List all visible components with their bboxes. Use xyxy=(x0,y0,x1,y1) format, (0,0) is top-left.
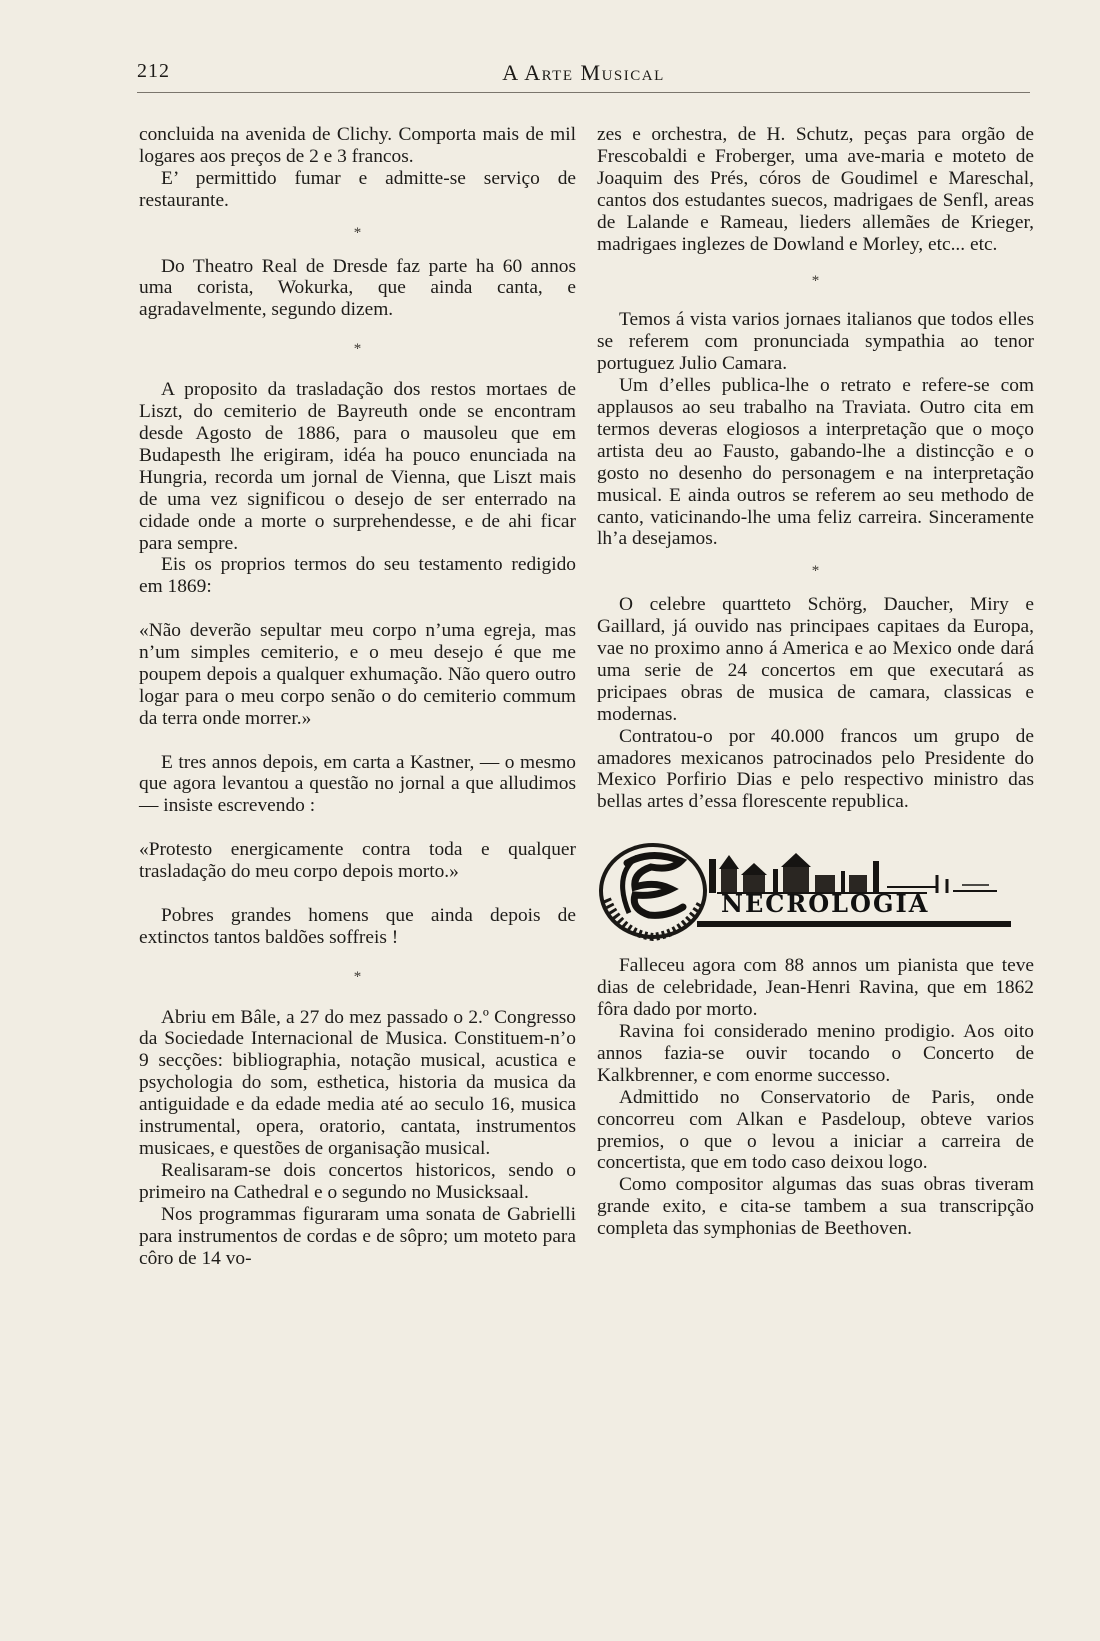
section-separator: * xyxy=(811,563,820,580)
paragraph: Como compositor algumas das suas obras tiveram grande exito, e cita-se tambem a sua transcripção completa das symphonias de Beethoven. xyxy=(597,1174,1034,1240)
page-number: 212 xyxy=(137,60,170,82)
paragraph: concluida na avenida de Clichy. Comporta mais de mil logares aos preços de 2 e 3 francos. xyxy=(139,124,576,167)
quotation: «Não deverão sepultar meu corpo n’uma egreja, mas n’um simples cemiterio, e o meu desejo é que me poupem depois a qualquer exhumação. Não quero outro logar para o meu corpo senão o do cemiterio commum da terra onde morrer.» xyxy=(139,620,576,729)
paragraph: E’ permittido fumar e admitte-se serviço de restaurante. xyxy=(139,167,576,211)
paragraph: Abriu em Bâle, a 27 do mez passado o 2.º Congresso da Sociedade Internacional de Musica. Constituem-n’o 9 secções: bibliographia, notação musical, acustica e psychologia do som, esthetica, historia da musica da antiguidade e da edade media até ao seculo 16, musica instrumental, opera, oratorio, cantata, instrumentos musicaes, e questões de organisação musical. xyxy=(139,1006,576,1159)
page-header xyxy=(137,58,1030,93)
paragraph: Admittido no Conservatorio de Paris, onde concorreu com Alkan e Pasdeloup, obteve varios premios, o que o levou a iniciar a carreira de concertista, que em todo caso deixou logo. xyxy=(597,1086,1034,1174)
paragraph: A proposito da trasladação dos restos mortaes de Liszt, do cemiterio de Bayreuth onde se encontram desde Agosto de 1886, para o mausoleu que em Budapesth lhe erigiram, idéa ha pouco enunciada na Hungria, recorda um jornal de Vienna, que Liszt mais de uma vez significou o desejo de ser enterrado na cidade onde a morte o surprehendesse, e de ahi ficar para sempre. xyxy=(139,379,576,554)
paragraph: Falleceu agora com 88 annos um pianista que teve dias de celebridade, Jean-Henri Ravina, que em 1862 fôra dado por morto. xyxy=(597,955,1034,1021)
paragraph: zes e orchestra, de H. Schutz, peças para orgão de Frescobaldi e Froberger, uma ave-maria e moteto de Joaquim des Prés, córos de Goudimel e Mareschal, cantos dos estudantes suecos, madrigaes de Senfl, areas de Lalande e Rameau, lieders allemães de Krieger, madrigaes inglezes de Dowland e Morley, etc... etc. xyxy=(597,124,1034,255)
left-column xyxy=(139,124,576,1269)
paragraph: Realisaram-se dois concertos historicos, sendo o primeiro na Cathedral e o segundo no Musicksaal. xyxy=(139,1159,576,1203)
paragraph: Ravina foi considerado menino prodigio. Aos oito annos fazia-se ouvir tocando o Concerto de Kalkbrenner, e com enorme successo. xyxy=(597,1021,1034,1086)
necrologia-banner xyxy=(597,829,1033,949)
paragraph: Eis os proprios termos do seu testamento redigido em 1869: xyxy=(139,554,576,598)
section-separator: * xyxy=(811,273,820,290)
paragraph: Temos á vista varios jornaes italianos que todos elles se referem com pronunciada sympathia ao tenor portuguez Julio Camara. xyxy=(597,309,1034,375)
paragraph: Contratou-o por 40.000 francos um grupo de amadores mexicanos patrocinados pelo Presidente do Mexico Porfirio Dias e pelo respectivo ministro das bellas artes d’essa florescente republica. xyxy=(597,725,1034,813)
journal-title: A Arte Musical xyxy=(502,60,665,85)
right-column xyxy=(597,124,1034,1240)
section-separator: * xyxy=(353,968,362,985)
necrologia-heading: NECROLOGIA xyxy=(721,889,930,919)
paragraph: Pobres grandes homens que ainda depois de extinctos tantos baldões soffreis ! xyxy=(139,904,576,948)
paragraph: E tres annos depois, em carta a Kastner, — o mesmo que agora levantou a questão no jornal a que alludimos — insiste escrevendo : xyxy=(139,751,576,817)
paragraph: O celebre quartteto Schörg, Daucher, Miry e Gaillard, já ouvido nas principaes capitaes da Europa, vae no proximo anno á America e ao Mexico onde dará uma serie de 24 concertos em que executará as pricipaes obras de musica de camara, classicas e modernas. xyxy=(597,594,1034,725)
paragraph: Nos programmas figuraram uma sonata de Gabrielli para instrumentos de cordas e de sôpro; um moteto para côro de 14 vo- xyxy=(139,1203,576,1269)
paragraph: Do Theatro Real de Dresde faz parte ha 60 annos uma corista, Wokurka, que ainda canta, e agradavelmente, segundo dizem. xyxy=(139,255,576,321)
section-separator: * xyxy=(353,224,362,241)
section-separator: * xyxy=(353,341,362,358)
paragraph: Um d’elles publica-lhe o retrato e refere-se com applausos ao seu trabalho na Traviata. Outro cita em termos deveras elogiosos a interpretação que o moço artista deu ao Fausto, gabando-lhe a distincção e o gosto no desenho do personagem e na interpretação musical. E ainda outros se referem ao seu methodo de canto, vaticinando-lhe uma feliz carreira. Sinceramente lh’a desejamos. xyxy=(597,375,1034,550)
quotation: «Protesto energicamente contra toda e qualquer trasladação do meu corpo depois morto.» xyxy=(139,839,576,883)
